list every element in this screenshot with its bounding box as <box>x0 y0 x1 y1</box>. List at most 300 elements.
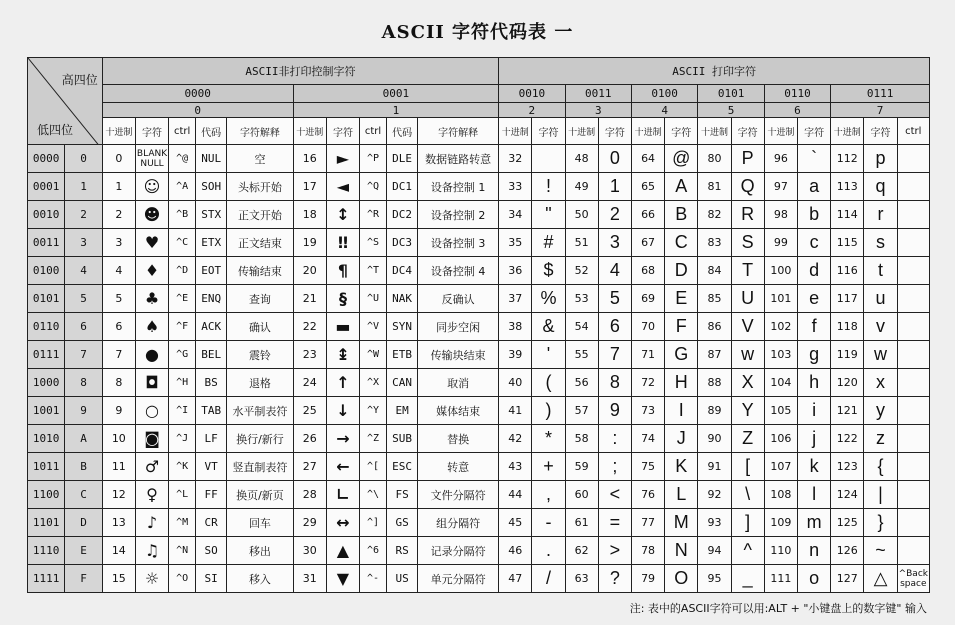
decimal-cell: 112 <box>831 145 864 173</box>
low-bits-bin: 1110 <box>28 537 65 565</box>
code-cell: FF <box>196 481 227 509</box>
high-bits-dec: 7 <box>831 103 930 118</box>
decimal-cell: 77 <box>631 509 664 537</box>
ctrl-key-cell: ^F <box>169 313 196 341</box>
decimal-cell: 48 <box>565 145 598 173</box>
low-bits-bin: 1101 <box>28 509 65 537</box>
code-cell: ETX <box>196 229 227 257</box>
low-bits-bin: 1010 <box>28 425 65 453</box>
decimal-cell: 36 <box>499 257 532 285</box>
table-row <box>28 481 930 509</box>
control-char-glyph: BLANK NULL <box>135 145 168 173</box>
decimal-cell: 75 <box>631 453 664 481</box>
printable-char: e <box>797 285 830 313</box>
decimal-cell: 108 <box>764 481 797 509</box>
decimal-cell: 56 <box>565 369 598 397</box>
printable-char: * <box>532 425 565 453</box>
printable-char: \ <box>731 481 764 509</box>
decimal-cell: 18 <box>293 201 326 229</box>
printable-char: ] <box>731 509 764 537</box>
printable-char: f <box>797 313 830 341</box>
decimal-cell: 6 <box>102 313 135 341</box>
description-cell: 换页/新页 <box>227 481 293 509</box>
high-bits-bin: 0110 <box>764 85 830 103</box>
col-header-decimal: 十进制 <box>499 118 532 145</box>
ctrl-key-cell <box>897 341 929 369</box>
decimal-cell: 85 <box>698 285 731 313</box>
printable-char: y <box>864 397 897 425</box>
control-char-glyph: ☼ <box>135 565 168 593</box>
decimal-cell: 86 <box>698 313 731 341</box>
decimal-cell: 84 <box>698 257 731 285</box>
high-bits-bin: 0001 <box>293 85 499 103</box>
decimal-cell: 44 <box>499 481 532 509</box>
printable-char: Z <box>731 425 764 453</box>
decimal-cell: 21 <box>293 285 326 313</box>
printable-char: 6 <box>598 313 631 341</box>
code-cell: ACK <box>196 313 227 341</box>
col-header-decimal: 十进制 <box>565 118 598 145</box>
code-cell: VT <box>196 453 227 481</box>
low-bits-hex: 1 <box>65 173 102 201</box>
printable-char: = <box>598 509 631 537</box>
printable-char: 2 <box>598 201 631 229</box>
description-cell: 设备控制 2 <box>418 201 499 229</box>
printable-char: I <box>665 397 698 425</box>
decimal-cell: 8 <box>102 369 135 397</box>
col-header-decimal: 十进制 <box>831 118 864 145</box>
printable-char: | <box>864 481 897 509</box>
control-char-glyph: ► <box>326 145 359 173</box>
decimal-cell: 9 <box>102 397 135 425</box>
low-bits-hex: 8 <box>65 369 102 397</box>
col-header-char: 字符 <box>665 118 698 145</box>
decimal-cell: 73 <box>631 397 664 425</box>
control-char-glyph: ☺ <box>135 173 168 201</box>
high-bits-bin: 0010 <box>499 85 565 103</box>
code-cell: STX <box>196 201 227 229</box>
decimal-cell: 15 <box>102 565 135 593</box>
high-bits-dec: 4 <box>631 103 697 118</box>
printable-char: p <box>864 145 897 173</box>
table-row <box>28 201 930 229</box>
printable-char: a <box>797 173 830 201</box>
control-char-glyph: ♀ <box>135 481 168 509</box>
ctrl-key-cell: ^G <box>169 341 196 369</box>
printable-char: R <box>731 201 764 229</box>
decimal-cell: 43 <box>499 453 532 481</box>
decimal-cell: 39 <box>499 341 532 369</box>
decimal-cell: 55 <box>565 341 598 369</box>
description-cell: 反确认 <box>418 285 499 313</box>
decimal-cell: 24 <box>293 369 326 397</box>
decimal-cell: 126 <box>831 537 864 565</box>
printable-char: ) <box>532 397 565 425</box>
ctrl-key-cell: ^@ <box>169 145 196 173</box>
table-row <box>28 257 930 285</box>
low-bits-bin: 1001 <box>28 397 65 425</box>
printable-char: △ <box>864 565 897 593</box>
low-bits-hex: A <box>65 425 102 453</box>
ctrl-key-cell: ^B <box>169 201 196 229</box>
decimal-cell: 33 <box>499 173 532 201</box>
col-header-decimal: 十进制 <box>764 118 797 145</box>
printable-char: u <box>864 285 897 313</box>
ctrl-key-cell: ^T <box>360 257 387 285</box>
decimal-cell: 71 <box>631 341 664 369</box>
printable-char: / <box>532 565 565 593</box>
ctrl-key-cell: ^L <box>169 481 196 509</box>
control-char-glyph: ↓ <box>326 397 359 425</box>
code-cell: GS <box>387 509 418 537</box>
decimal-cell: 60 <box>565 481 598 509</box>
decimal-cell: 41 <box>499 397 532 425</box>
decimal-cell: 47 <box>499 565 532 593</box>
decimal-cell: 113 <box>831 173 864 201</box>
ctrl-key-cell: ^] <box>360 509 387 537</box>
printable-char: o <box>797 565 830 593</box>
ctrl-key-cell: ^Z <box>360 425 387 453</box>
printable-char: C <box>665 229 698 257</box>
code-cell: DC4 <box>387 257 418 285</box>
control-char-glyph: ♥ <box>135 229 168 257</box>
printable-char: ( <box>532 369 565 397</box>
ctrl-key-cell: ^6 <box>360 537 387 565</box>
col-header-char: 字符 <box>864 118 897 145</box>
code-cell: ENQ <box>196 285 227 313</box>
decimal-cell: 97 <box>764 173 797 201</box>
ctrl-key-cell: ^R <box>360 201 387 229</box>
printable-char: x <box>864 369 897 397</box>
printable-char: @ <box>665 145 698 173</box>
printable-char: c <box>797 229 830 257</box>
code-cell: RS <box>387 537 418 565</box>
decimal-cell: 78 <box>631 537 664 565</box>
printable-char: - <box>532 509 565 537</box>
printable-char: 7 <box>598 341 631 369</box>
printable-char: _ <box>731 565 764 593</box>
description-cell: 设备控制 3 <box>418 229 499 257</box>
decimal-cell: 123 <box>831 453 864 481</box>
decimal-cell: 26 <box>293 425 326 453</box>
ctrl-key-cell: ^C <box>169 229 196 257</box>
decimal-cell: 91 <box>698 453 731 481</box>
decimal-cell: 67 <box>631 229 664 257</box>
description-cell: 传输块结束 <box>418 341 499 369</box>
printable-char: < <box>598 481 631 509</box>
high-bits-dec: 3 <box>565 103 631 118</box>
code-cell: SO <box>196 537 227 565</box>
control-char-glyph: ● <box>135 341 168 369</box>
printable-char: T <box>731 257 764 285</box>
printable-char: ~ <box>864 537 897 565</box>
ctrl-key-cell: ^M <box>169 509 196 537</box>
printable-char: N <box>665 537 698 565</box>
corner-low-label: 低四位 <box>37 123 74 137</box>
decimal-cell: 111 <box>764 565 797 593</box>
printable-char: j <box>797 425 830 453</box>
control-char-glyph: ▲ <box>326 537 359 565</box>
description-cell: 头标开始 <box>227 173 293 201</box>
control-char-glyph: → <box>326 425 359 453</box>
ctrl-key-cell: ^\ <box>360 481 387 509</box>
decimal-cell: 61 <box>565 509 598 537</box>
code-cell: CAN <box>387 369 418 397</box>
group-print: ASCII 打印字符 <box>499 58 930 85</box>
decimal-cell: 40 <box>499 369 532 397</box>
printable-char: F <box>665 313 698 341</box>
decimal-cell: 110 <box>764 537 797 565</box>
high-bits-dec: 2 <box>499 103 565 118</box>
decimal-cell: 10 <box>102 425 135 453</box>
control-char-glyph: ‼ <box>326 229 359 257</box>
printable-char: t <box>864 257 897 285</box>
control-char-glyph: ↔ <box>326 509 359 537</box>
decimal-cell: 76 <box>631 481 664 509</box>
decimal-cell: 16 <box>293 145 326 173</box>
table-row <box>28 285 930 313</box>
decimal-cell: 0 <box>102 145 135 173</box>
decimal-cell: 118 <box>831 313 864 341</box>
decimal-cell: 17 <box>293 173 326 201</box>
description-cell: 取消 <box>418 369 499 397</box>
table-row <box>28 537 930 565</box>
printable-char: G <box>665 341 698 369</box>
ctrl-key-cell: ^K <box>169 453 196 481</box>
group-nonprint: ASCII非打印控制字符 <box>102 58 498 85</box>
ctrl-key-cell <box>897 257 929 285</box>
printable-char: X <box>731 369 764 397</box>
col-header-decimal: 十进制 <box>631 118 664 145</box>
control-char-glyph: ∟ <box>326 481 359 509</box>
printable-char: L <box>665 481 698 509</box>
description-cell: 确认 <box>227 313 293 341</box>
code-cell: ESC <box>387 453 418 481</box>
decimal-cell: 7 <box>102 341 135 369</box>
printable-char: P <box>731 145 764 173</box>
ctrl-key-cell <box>897 145 929 173</box>
printable-char: b <box>797 201 830 229</box>
control-char-glyph: ▼ <box>326 565 359 593</box>
control-char-glyph: ♂ <box>135 453 168 481</box>
printable-char: + <box>532 453 565 481</box>
table-row <box>28 229 930 257</box>
decimal-cell: 57 <box>565 397 598 425</box>
decimal-cell: 20 <box>293 257 326 285</box>
high-bits-dec: 6 <box>764 103 830 118</box>
decimal-cell: 72 <box>631 369 664 397</box>
decimal-cell: 49 <box>565 173 598 201</box>
code-cell: LF <box>196 425 227 453</box>
decimal-cell: 89 <box>698 397 731 425</box>
decimal-cell: 52 <box>565 257 598 285</box>
ctrl-key-cell <box>897 173 929 201</box>
code-cell: CR <box>196 509 227 537</box>
decimal-cell: 81 <box>698 173 731 201</box>
control-char-glyph: ↕ <box>326 201 359 229</box>
decimal-cell: 107 <box>764 453 797 481</box>
ctrl-key-cell <box>897 509 929 537</box>
printable-char: l <box>797 481 830 509</box>
description-cell: 媒体结束 <box>418 397 499 425</box>
ctrl-key-cell <box>897 369 929 397</box>
low-bits-hex: B <box>65 453 102 481</box>
decimal-cell: 82 <box>698 201 731 229</box>
code-cell: ETB <box>387 341 418 369</box>
control-char-glyph: ◙ <box>135 425 168 453</box>
page-title: ASCII 字符代码表 一 <box>381 22 574 43</box>
col-header-ctrl: ctrl <box>169 118 196 145</box>
table-row <box>28 509 930 537</box>
decimal-cell: 34 <box>499 201 532 229</box>
decimal-cell: 46 <box>499 537 532 565</box>
description-cell: 单元分隔符 <box>418 565 499 593</box>
col-header-ctrl: ctrl <box>360 118 387 145</box>
code-cell: DC2 <box>387 201 418 229</box>
control-char-glyph: ♣ <box>135 285 168 313</box>
low-bits-hex: 2 <box>65 201 102 229</box>
decimal-cell: 70 <box>631 313 664 341</box>
control-char-glyph: ♫ <box>135 537 168 565</box>
control-char-glyph: ♪ <box>135 509 168 537</box>
decimal-cell: 69 <box>631 285 664 313</box>
low-bits-bin: 1011 <box>28 453 65 481</box>
ctrl-key-cell: ^U <box>360 285 387 313</box>
high-bits-bin: 0100 <box>631 85 697 103</box>
decimal-cell: 5 <box>102 285 135 313</box>
table-row <box>28 369 930 397</box>
decimal-cell: 45 <box>499 509 532 537</box>
col-header-char: 字符 <box>326 118 359 145</box>
decimal-cell: 12 <box>102 481 135 509</box>
high-bits-bin: 0011 <box>565 85 631 103</box>
code-cell: BS <box>196 369 227 397</box>
decimal-cell: 25 <box>293 397 326 425</box>
decimal-cell: 58 <box>565 425 598 453</box>
description-cell: 移出 <box>227 537 293 565</box>
description-cell: 移入 <box>227 565 293 593</box>
col-header-code: 代码 <box>387 118 418 145</box>
decimal-cell: 14 <box>102 537 135 565</box>
printable-char: { <box>864 453 897 481</box>
col-header-char: 字符 <box>598 118 631 145</box>
printable-char: A <box>665 173 698 201</box>
control-char-glyph: ¶ <box>326 257 359 285</box>
low-bits-bin: 0101 <box>28 285 65 313</box>
low-bits-hex: 7 <box>65 341 102 369</box>
low-bits-bin: 0010 <box>28 201 65 229</box>
ctrl-key-cell <box>897 481 929 509</box>
decimal-cell: 124 <box>831 481 864 509</box>
table-row <box>28 145 930 173</box>
ctrl-key-cell <box>897 537 929 565</box>
decimal-cell: 53 <box>565 285 598 313</box>
description-cell: 设备控制 4 <box>418 257 499 285</box>
col-header-char: 字符 <box>135 118 168 145</box>
description-cell: 正文结束 <box>227 229 293 257</box>
decimal-cell: 74 <box>631 425 664 453</box>
code-cell: TAB <box>196 397 227 425</box>
printable-char: % <box>532 285 565 313</box>
footnote: 注: 表中的ASCII字符可以用:ALT + "小键盘上的数字键" 输入 <box>629 602 927 615</box>
decimal-cell: 96 <box>764 145 797 173</box>
code-cell: FS <box>387 481 418 509</box>
control-char-glyph: ▬ <box>326 313 359 341</box>
high-bits-bin: 0111 <box>831 85 930 103</box>
decimal-cell: 42 <box>499 425 532 453</box>
decimal-cell: 31 <box>293 565 326 593</box>
low-bits-bin: 1000 <box>28 369 65 397</box>
decimal-cell: 99 <box>764 229 797 257</box>
printable-char: w <box>864 341 897 369</box>
decimal-cell: 51 <box>565 229 598 257</box>
ctrl-key-cell <box>897 285 929 313</box>
printable-char: : <box>598 425 631 453</box>
col-header-ctrl: ctrl <box>897 118 929 145</box>
printable-char: d <box>797 257 830 285</box>
printable-char: g <box>797 341 830 369</box>
ctrl-key-cell: ^J <box>169 425 196 453</box>
printable-char: E <box>665 285 698 313</box>
low-bits-hex: 9 <box>65 397 102 425</box>
printable-char: v <box>864 313 897 341</box>
decimal-cell: 98 <box>764 201 797 229</box>
decimal-cell: 28 <box>293 481 326 509</box>
col-header-code: 代码 <box>196 118 227 145</box>
description-cell: 竖直制表符 <box>227 453 293 481</box>
printable-char: [ <box>731 453 764 481</box>
ctrl-key-cell: ^Back space <box>897 565 929 593</box>
ctrl-key-cell: ^H <box>169 369 196 397</box>
ctrl-key-cell <box>897 397 929 425</box>
low-bits-bin: 0110 <box>28 313 65 341</box>
printable-char: > <box>598 537 631 565</box>
printable-char: 4 <box>598 257 631 285</box>
description-cell: 回车 <box>227 509 293 537</box>
ctrl-key-cell <box>897 201 929 229</box>
decimal-cell: 114 <box>831 201 864 229</box>
decimal-cell: 30 <box>293 537 326 565</box>
ctrl-key-cell: ^V <box>360 313 387 341</box>
description-cell: 转意 <box>418 453 499 481</box>
decimal-cell: 35 <box>499 229 532 257</box>
printable-char: $ <box>532 257 565 285</box>
low-bits-hex: 6 <box>65 313 102 341</box>
description-cell: 同步空闲 <box>418 313 499 341</box>
printable-char: S <box>731 229 764 257</box>
low-bits-hex: E <box>65 537 102 565</box>
printable-char: V <box>731 313 764 341</box>
low-bits-bin: 0011 <box>28 229 65 257</box>
control-char-glyph: ↨ <box>326 341 359 369</box>
decimal-cell: 94 <box>698 537 731 565</box>
low-bits-bin: 0100 <box>28 257 65 285</box>
printable-char: Y <box>731 397 764 425</box>
decimal-cell: 95 <box>698 565 731 593</box>
decimal-cell: 117 <box>831 285 864 313</box>
table-row <box>28 425 930 453</box>
printable-char: i <box>797 397 830 425</box>
col-header-desc: 字符解释 <box>418 118 499 145</box>
printable-char: ^ <box>731 537 764 565</box>
decimal-cell: 11 <box>102 453 135 481</box>
code-cell: NUL <box>196 145 227 173</box>
printable-char: h <box>797 369 830 397</box>
printable-char: 9 <box>598 397 631 425</box>
code-cell: EOT <box>196 257 227 285</box>
high-bits-dec: 0 <box>102 103 293 118</box>
description-cell: 空 <box>227 145 293 173</box>
